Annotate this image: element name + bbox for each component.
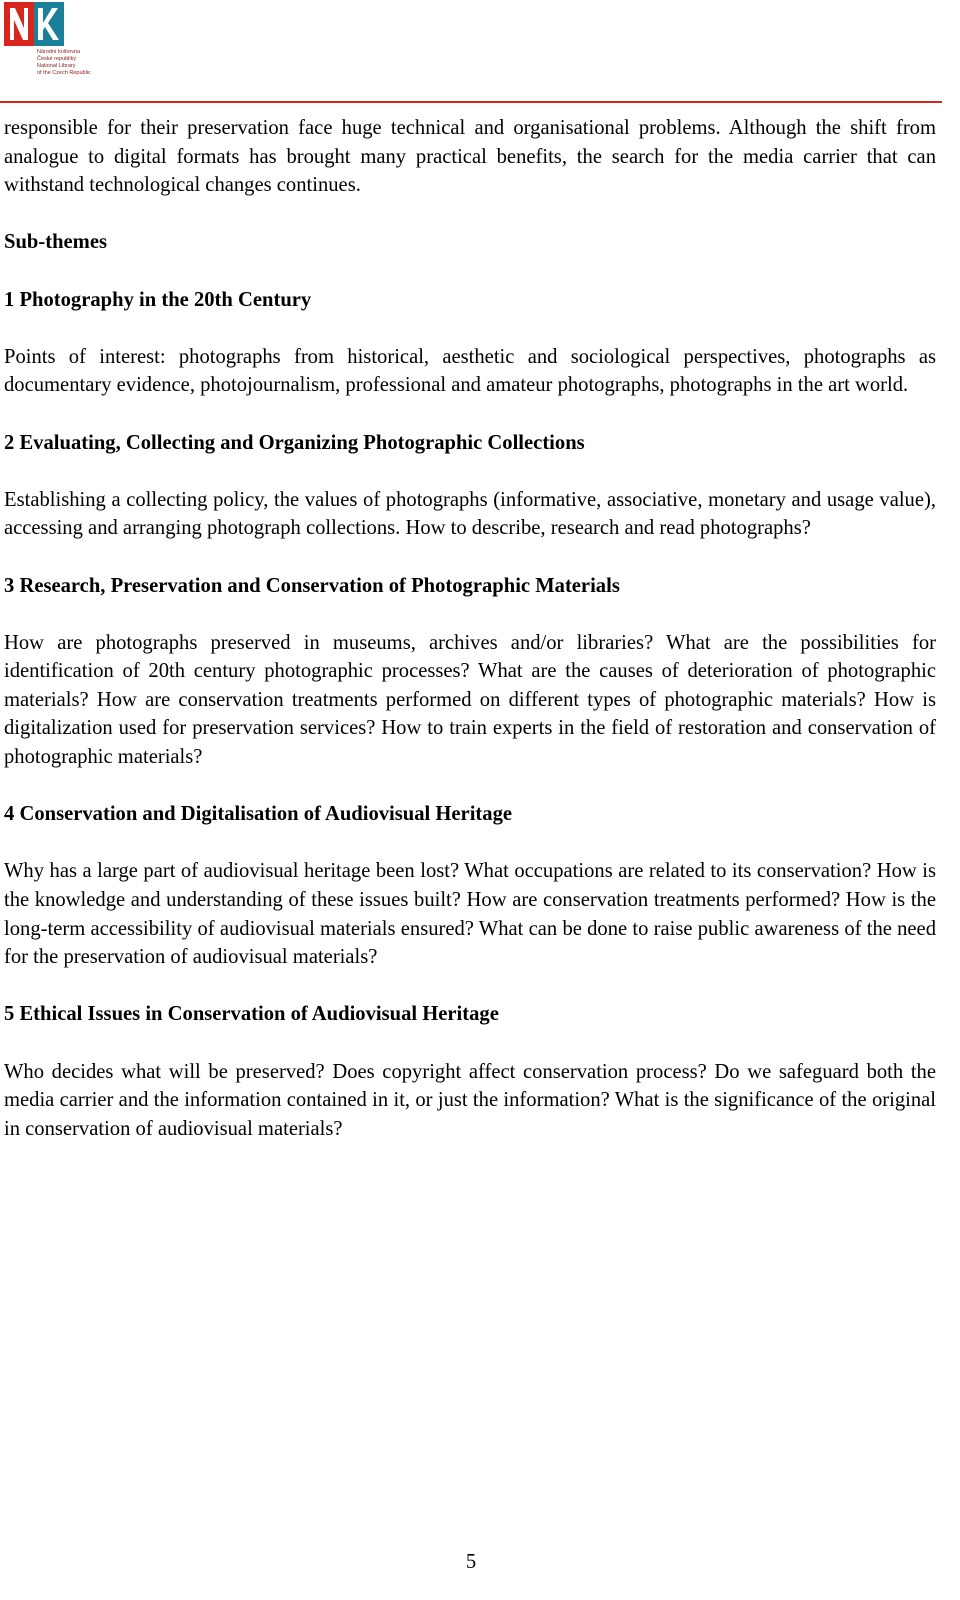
section-heading-3: 3 Research, Preservation and Conservation of Photographic Materials xyxy=(4,574,620,597)
section-body-2: Establishing a collecting policy, the values of photographs (informative, associative, monetary and usage value), accessing and arranging photograph collections. How to describe, research and read photographs? xyxy=(4,488,936,540)
logo-text-line: České republiky xyxy=(37,56,77,62)
header-rule xyxy=(0,101,942,103)
page-number: 5 xyxy=(465,1551,477,1573)
page-header xyxy=(0,0,960,104)
section-body-5: Who decides what will be preserved? Does copyright affect conservation process? Do we safeguard both the media carrier and the information contained in it, or just the information? What is the significance of the original in conservation of audiovisual materials? xyxy=(4,1060,936,1140)
section-heading-4: 4 Conservation and Digitalisation of Audiovisual Heritage xyxy=(4,803,513,826)
logo-text-line: of the Czech Republic xyxy=(37,70,91,76)
logo-text xyxy=(37,49,117,77)
section-heading-5: 5 Ethical Issues in Conservation of Audiovisual Heritage xyxy=(4,1003,499,1026)
logo-text-line: Národní knihovna xyxy=(37,49,81,55)
document-body xyxy=(4,114,936,1143)
nk-logo-icon xyxy=(4,2,64,46)
nk-logo xyxy=(4,2,114,92)
section-heading-2: 2 Evaluating, Collecting and Organizing Photographic Collections xyxy=(4,431,585,454)
intro-paragraph: responsible for their preservation face huge technical and organisational problems. Although the shift from analogue to digital formats has brought many practical benefits, the search for the media carrier that can withstand technological changes continues. xyxy=(4,117,936,197)
logo-text-line: National Library xyxy=(37,63,76,69)
section-body-4: Why has a large part of audiovisual heritage been lost? What occupations are related to its conservation? How is the knowledge and understanding of these issues built? How are conservation treatments performed? How is the long-term accessibility of audiovisual materials ensured? What can be done to raise public awareness of the need for the preservation of audiovisual materials? xyxy=(4,860,936,969)
section-body-1: Points of interest: photographs from historical, aesthetic and sociological perspectives, photographs as documentary evidence, photojournalism, professional and amateur photographs, photographs in the art world. xyxy=(4,345,936,397)
section-body-3: How are photographs preserved in museums, archives and/or libraries? What are the possibilities for identification of 20th century photographic processes? What are the causes of deterioration of photographic materials? How are conservation treatments performed on different types of photographic materials? How is digitalization used for preservation services? How to train experts in the field of restoration and conservation of photographic materials? xyxy=(4,631,936,769)
subthemes-heading: Sub-themes xyxy=(4,231,107,254)
section-heading-1: 1 Photography in the 20th Century xyxy=(4,288,312,311)
